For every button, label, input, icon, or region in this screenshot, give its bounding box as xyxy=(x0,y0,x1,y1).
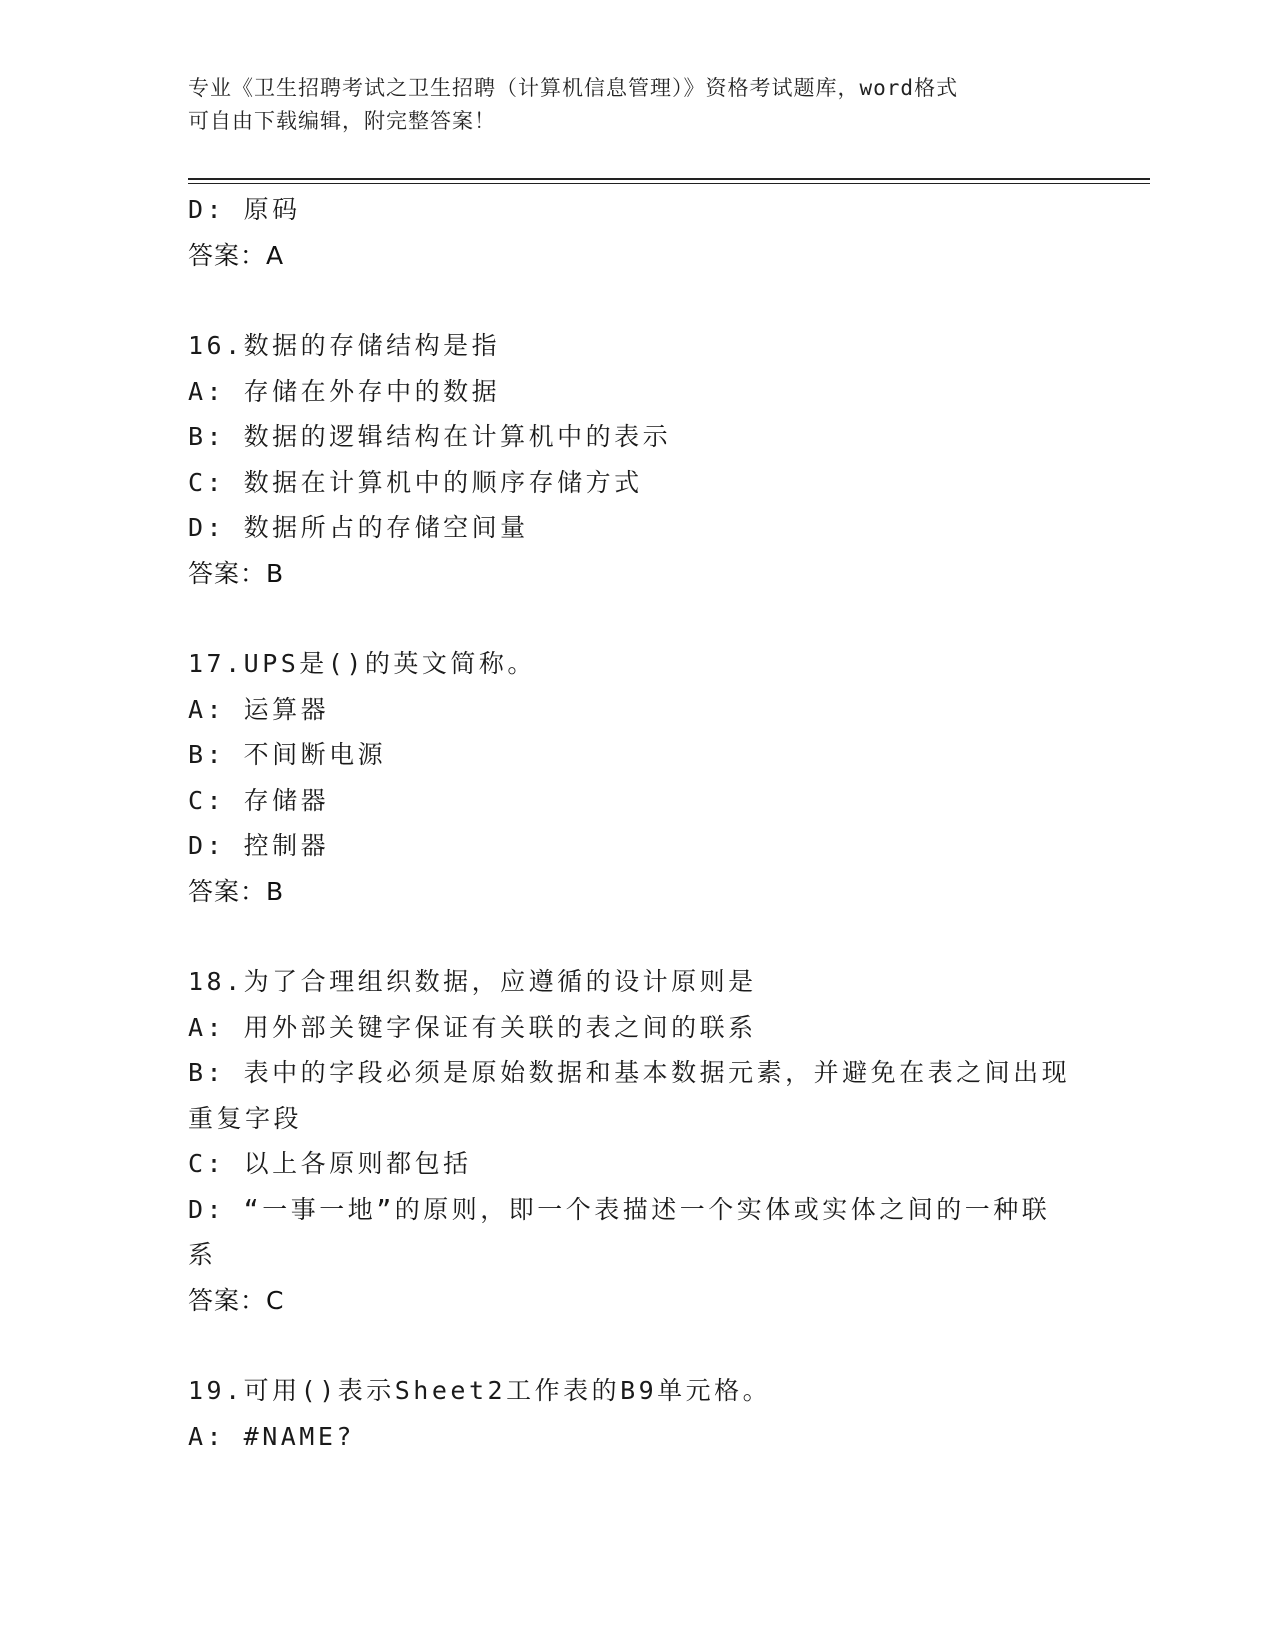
answer-label: 答案：A xyxy=(188,240,285,270)
header-divider-thick xyxy=(188,178,1150,180)
question-text: 16.数据的存储结构是指 xyxy=(188,331,501,360)
question-text: 17.UPS是()的英文简称。 xyxy=(188,649,536,678)
question-16 xyxy=(188,323,1088,596)
question-text: 19.可用()表示Sheet2工作表的B9单元格。 xyxy=(188,1376,772,1405)
question-19 xyxy=(188,1368,1088,1459)
option-d-continued: 系 xyxy=(188,1240,217,1269)
option-d: D: “一事一地”的原则，即一个表描述一个实体或实体之间的一种联 xyxy=(188,1194,1051,1224)
option-b-continued: 重复字段 xyxy=(188,1103,303,1133)
option-a: A: 存储在外存中的数据 xyxy=(188,376,501,406)
option-b: B: 表中的字段必须是原始数据和基本数据元素，并避免在表之间出现 xyxy=(188,1058,1071,1087)
option-d: D: 原码 xyxy=(188,195,301,224)
option-c: C: 以上各原则都包括 xyxy=(188,1149,472,1178)
question-15 xyxy=(188,187,1088,278)
option-b: B: 数据的逻辑结构在计算机中的表示 xyxy=(188,422,672,451)
spacer xyxy=(188,596,1088,641)
option-b: B: 不间断电源 xyxy=(188,740,387,769)
question-text: 18.为了合理组织数据，应遵循的设计原则是 xyxy=(188,967,757,996)
question-list xyxy=(188,187,1088,1459)
spacer xyxy=(188,1323,1088,1368)
header-divider-thin xyxy=(188,183,1150,184)
spacer xyxy=(188,278,1088,323)
answer-label: 答案：C xyxy=(188,1285,285,1315)
option-c: C: 数据在计算机中的顺序存储方式 xyxy=(188,467,643,497)
spacer xyxy=(188,914,1088,959)
option-a: A: #NAME? xyxy=(188,1421,355,1451)
answer-label: 答案：B xyxy=(188,876,285,906)
question-17 xyxy=(188,641,1088,914)
answer-label: 答案：B xyxy=(188,558,285,588)
option-d: D: 数据所占的存储空间量 xyxy=(188,513,529,542)
option-c: C: 存储器 xyxy=(188,785,330,815)
option-a: A: 运算器 xyxy=(188,694,330,724)
header-title-line-2: 可自由下载编辑，附完整答案！ xyxy=(188,109,496,133)
option-d: D: 控制器 xyxy=(188,831,330,860)
question-18 xyxy=(188,959,1088,1323)
option-a: A: 用外部关键字保证有关联的表之间的联系 xyxy=(188,1012,757,1042)
header-title-line-1: 专业《卫生招聘考试之卫生招聘（计算机信息管理）》资格考试题库，word格式 xyxy=(188,76,959,100)
document-header xyxy=(188,72,1068,138)
